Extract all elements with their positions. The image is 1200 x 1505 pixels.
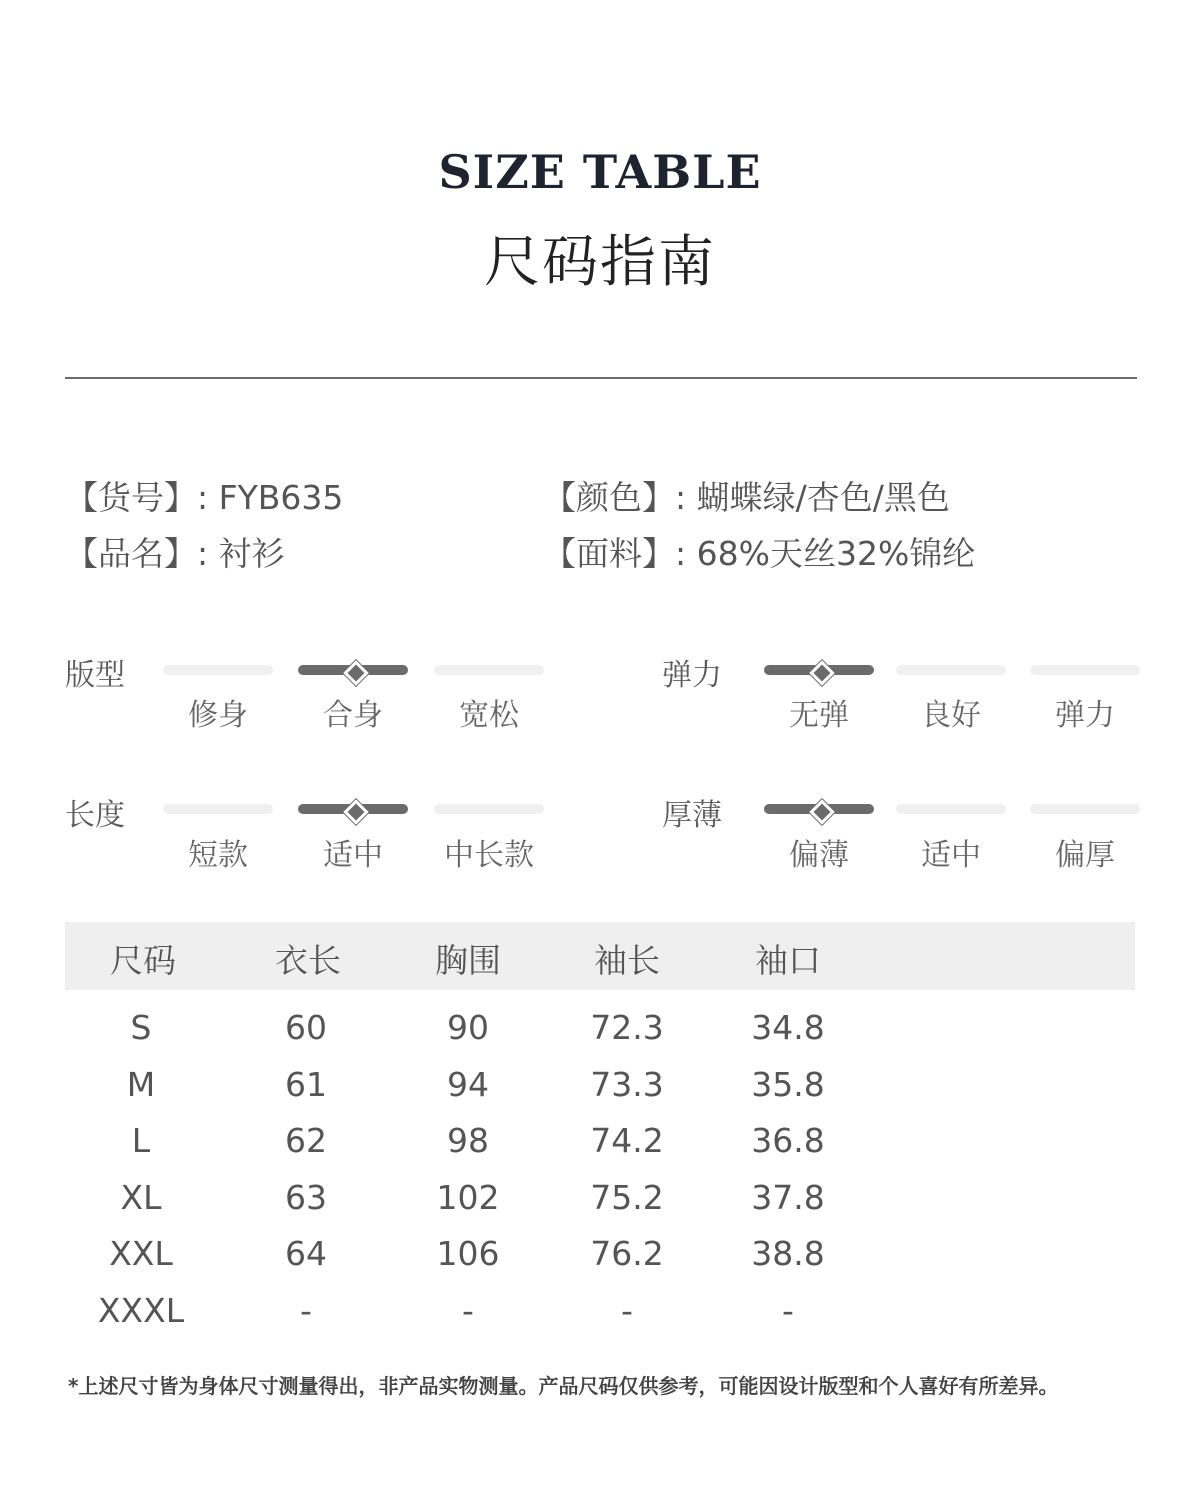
table-cell: 62 [285, 1121, 327, 1160]
scale-track-selected [764, 804, 874, 814]
scale-option: 偏厚 [1055, 838, 1115, 873]
table-cell: 102 [436, 1178, 500, 1217]
table-cell: XL [120, 1178, 162, 1217]
scale-label: 厚薄 [662, 798, 722, 833]
table-cell: 35.8 [751, 1065, 825, 1104]
scale-track [1030, 665, 1140, 675]
scale-track [896, 665, 1006, 675]
table-cell: S [130, 1008, 152, 1047]
table-cell: - [300, 1291, 312, 1330]
table-cell: M [126, 1065, 156, 1104]
footnote: *上述尺寸皆为身体尺寸测量得出，非产品实物测量。产品尺码仅供参考，可能因设计版型和个人喜好有所差异。 [68, 1374, 1059, 1398]
scale-marker-icon [809, 799, 834, 824]
table-cell: 76.2 [590, 1234, 664, 1273]
table-cell: 74.2 [590, 1121, 664, 1160]
scale-option: 偏薄 [789, 838, 849, 873]
scale-track [1030, 804, 1140, 814]
scale-track-selected [298, 804, 408, 814]
table-cell: 90 [447, 1008, 489, 1047]
table-cell: 98 [447, 1121, 489, 1160]
scale-track [163, 665, 273, 675]
table-cell: - [621, 1291, 633, 1330]
table-header-size: 尺码 [110, 941, 176, 980]
item-number: 【货号】: FYB635 [65, 478, 344, 517]
table-cell: 73.3 [590, 1065, 664, 1104]
table-cell: 75.2 [590, 1178, 664, 1217]
fabric-info: 【面料】: 68%天丝32%锦纶 [543, 534, 976, 573]
scale-track [434, 665, 544, 675]
table-header-sleeve: 袖长 [594, 941, 660, 980]
title-english: SIZE TABLE [438, 145, 762, 199]
scale-option: 短款 [188, 838, 248, 873]
scale-option: 合身 [323, 698, 383, 733]
header-divider [65, 377, 1137, 379]
table-cell: 63 [285, 1178, 327, 1217]
table-cell: 106 [436, 1234, 500, 1273]
table-cell: 72.3 [590, 1008, 664, 1047]
table-cell: 64 [285, 1234, 327, 1273]
table-cell: 38.8 [751, 1234, 825, 1273]
table-cell: - [782, 1291, 794, 1330]
scale-option: 宽松 [459, 698, 519, 733]
scale-track-selected [298, 665, 408, 675]
scale-marker-icon [809, 660, 834, 685]
table-cell: 61 [285, 1065, 327, 1104]
scale-label: 长度 [65, 798, 125, 833]
scale-option: 适中 [323, 838, 383, 873]
scale-label: 弹力 [662, 658, 722, 693]
table-cell: - [462, 1291, 474, 1330]
table-header-chest: 胸围 [435, 941, 501, 980]
table-cell: 60 [285, 1008, 327, 1047]
scale-track [163, 804, 273, 814]
table-cell: 37.8 [751, 1178, 825, 1217]
scale-option: 良好 [921, 698, 981, 733]
table-header-cuff: 袖口 [755, 941, 821, 980]
product-name: 【品名】: 衬衫 [65, 534, 285, 573]
scale-label: 版型 [65, 658, 125, 693]
scale-track [434, 804, 544, 814]
scale-marker-icon [343, 660, 368, 685]
scale-option: 无弹 [789, 698, 849, 733]
scale-option: 弹力 [1055, 698, 1115, 733]
color-info: 【颜色】: 蝴蝶绿/杏色/黑色 [543, 478, 950, 517]
scale-option: 中长款 [444, 838, 534, 873]
table-cell: 94 [447, 1065, 489, 1104]
scale-marker-icon [343, 799, 368, 824]
scale-track [896, 804, 1006, 814]
scale-option: 适中 [921, 838, 981, 873]
scale-option: 修身 [188, 698, 248, 733]
table-cell: XXXL [97, 1291, 185, 1330]
table-header-length: 衣长 [275, 941, 341, 980]
scale-track-selected [764, 665, 874, 675]
table-cell: L [131, 1121, 151, 1160]
table-cell: 34.8 [751, 1008, 825, 1047]
table-cell: XXL [109, 1234, 173, 1273]
title-chinese: 尺码指南 [484, 230, 716, 295]
table-cell: 36.8 [751, 1121, 825, 1160]
